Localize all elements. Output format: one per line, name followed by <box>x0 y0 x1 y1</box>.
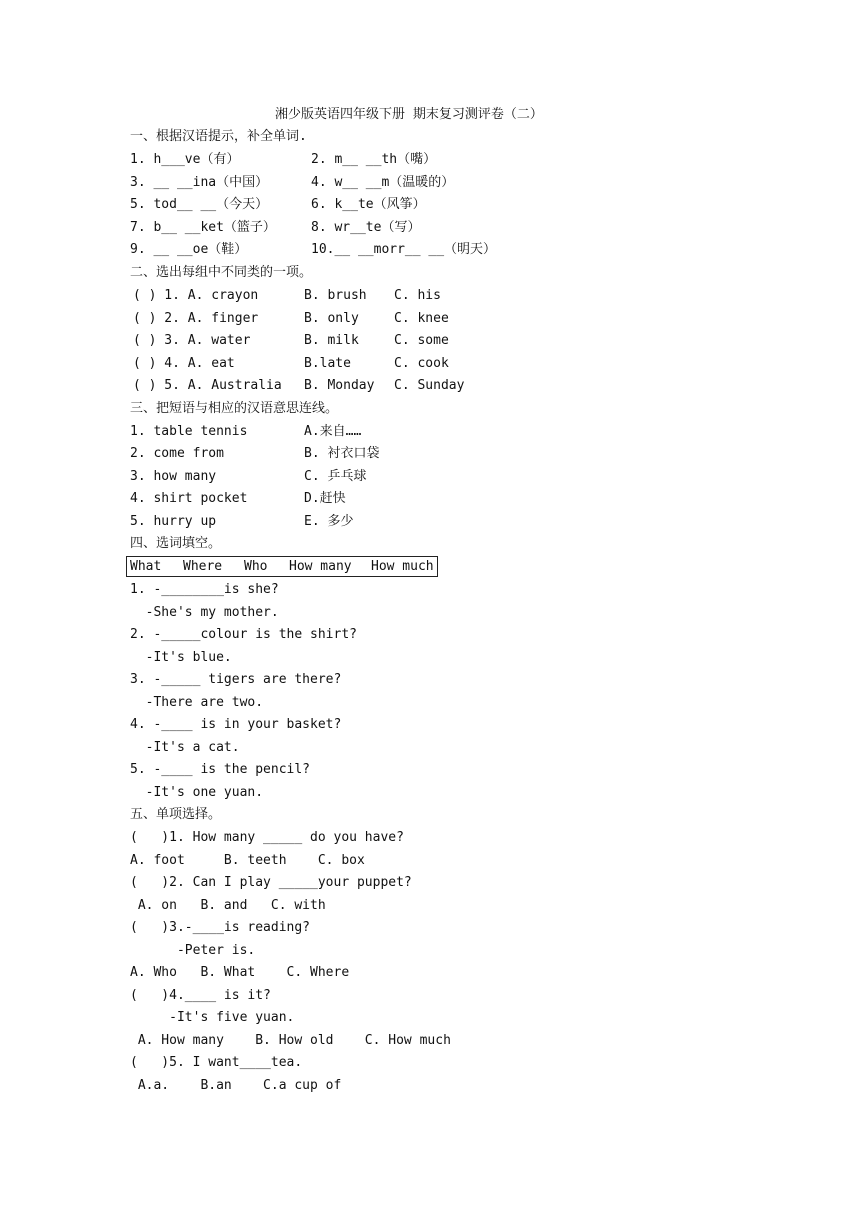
word-bank-item: Who <box>244 559 268 574</box>
s3-phrase: 4. shirt pocket <box>130 491 248 506</box>
word-bank-item: Where <box>183 559 223 574</box>
s1-item: 6. k__te（风筝） <box>311 197 426 212</box>
page-title: 湘少版英语四年级下册 期末复习测评卷（二） <box>275 107 543 122</box>
s3-phrase: 1. table tennis <box>130 424 248 439</box>
s2-c: C. his <box>394 288 441 303</box>
s4-question: 5. -____ is the pencil? <box>130 762 311 777</box>
s4-answer: -It's one yuan. <box>130 785 264 800</box>
s1-item: 10.__ __morr__ __（明天） <box>311 242 497 257</box>
s3-phrase: 5. hurry up <box>130 514 217 529</box>
section4-heading: 四、选词填空。 <box>130 536 222 551</box>
s4-answer: -She's my mother. <box>130 605 279 620</box>
s2-a: ( ) 3. A. water <box>133 333 251 348</box>
s1-item: 5. tod__ __（今天） <box>130 197 269 212</box>
s2-c: C. some <box>394 333 449 348</box>
s3-phrase: 2. come from <box>130 446 224 461</box>
s2-a: ( ) 1. A. crayon <box>133 288 259 303</box>
s2-b: B. brush <box>304 288 367 303</box>
word-bank-item: How much <box>371 559 434 574</box>
s2-a: ( ) 5. A. Australia <box>133 378 282 393</box>
s5-line: ( )1. How many _____ do you have? <box>130 830 404 845</box>
s4-question: 1. -________is she? <box>130 582 279 597</box>
section1-heading: 一、根据汉语提示，补全单词. <box>130 129 307 144</box>
s2-c: C. cook <box>394 356 449 371</box>
s5-line: -It's five yuan. <box>130 1010 295 1025</box>
s5-line: ( )5. I want____tea. <box>130 1055 303 1070</box>
s4-question: 4. -____ is in your basket? <box>130 717 342 732</box>
s5-line: ( )3.-____is reading? <box>130 920 311 935</box>
section2-heading: 二、选出每组中不同类的一项。 <box>130 265 313 280</box>
s3-meaning: C. 乒乓球 <box>304 469 367 484</box>
s5-line: A. Who B. What C. Where <box>130 965 350 980</box>
s5-line: A. How many B. How old C. How much <box>130 1033 451 1048</box>
s2-c: C. knee <box>394 311 449 326</box>
s2-b: B. milk <box>304 333 359 348</box>
s5-line: ( )2. Can I play _____your puppet? <box>130 875 412 890</box>
s3-phrase: 3. how many <box>130 469 217 484</box>
s1-item: 7. b__ __ket（篮子） <box>130 220 276 235</box>
s4-question: 2. -_____colour is the shirt? <box>130 627 357 642</box>
s4-answer: -It's a cat. <box>130 740 240 755</box>
s3-meaning: E. 多少 <box>304 514 354 529</box>
s5-line: A. on B. and C. with <box>130 898 326 913</box>
section5-heading: 五、单项选择。 <box>130 807 222 822</box>
s1-item: 4. w__ __m（温暖的） <box>311 175 455 190</box>
s4-answer: -There are two. <box>130 695 264 710</box>
s1-item: 8. wr__te（写） <box>311 220 421 235</box>
s3-meaning: A.来自…… <box>304 424 362 439</box>
word-bank-item: What <box>130 559 162 574</box>
s3-meaning: B. 衬衣口袋 <box>304 446 380 461</box>
s2-b: B.late <box>304 356 351 371</box>
s2-a: ( ) 2. A. finger <box>133 311 259 326</box>
s1-item: 9. __ __oe（鞋） <box>130 242 248 257</box>
s2-b: B. Monday <box>304 378 375 393</box>
s5-line: -Peter is. <box>130 943 256 958</box>
s4-question: 3. -_____ tigers are there? <box>130 672 342 687</box>
s5-line: ( )4.____ is it? <box>130 988 271 1003</box>
s3-meaning: D.赶快 <box>304 491 346 506</box>
s5-line: A. foot B. teeth C. box <box>130 853 365 868</box>
word-bank-box <box>126 556 438 577</box>
s2-b: B. only <box>304 311 359 326</box>
s1-item: 2. m__ __th（嘴） <box>311 152 437 167</box>
s1-item: 1. h___ve（有） <box>130 152 240 167</box>
s1-item: 3. __ __ina（中国） <box>130 175 269 190</box>
section3-heading: 三、把短语与相应的汉语意思连线。 <box>130 401 339 416</box>
s2-a: ( ) 4. A. eat <box>133 356 235 371</box>
word-bank-item: How many <box>289 559 352 574</box>
s2-c: C. Sunday <box>394 378 465 393</box>
s4-answer: -It's blue. <box>130 650 232 665</box>
s5-line: A.a. B.an C.a cup of <box>130 1078 342 1093</box>
